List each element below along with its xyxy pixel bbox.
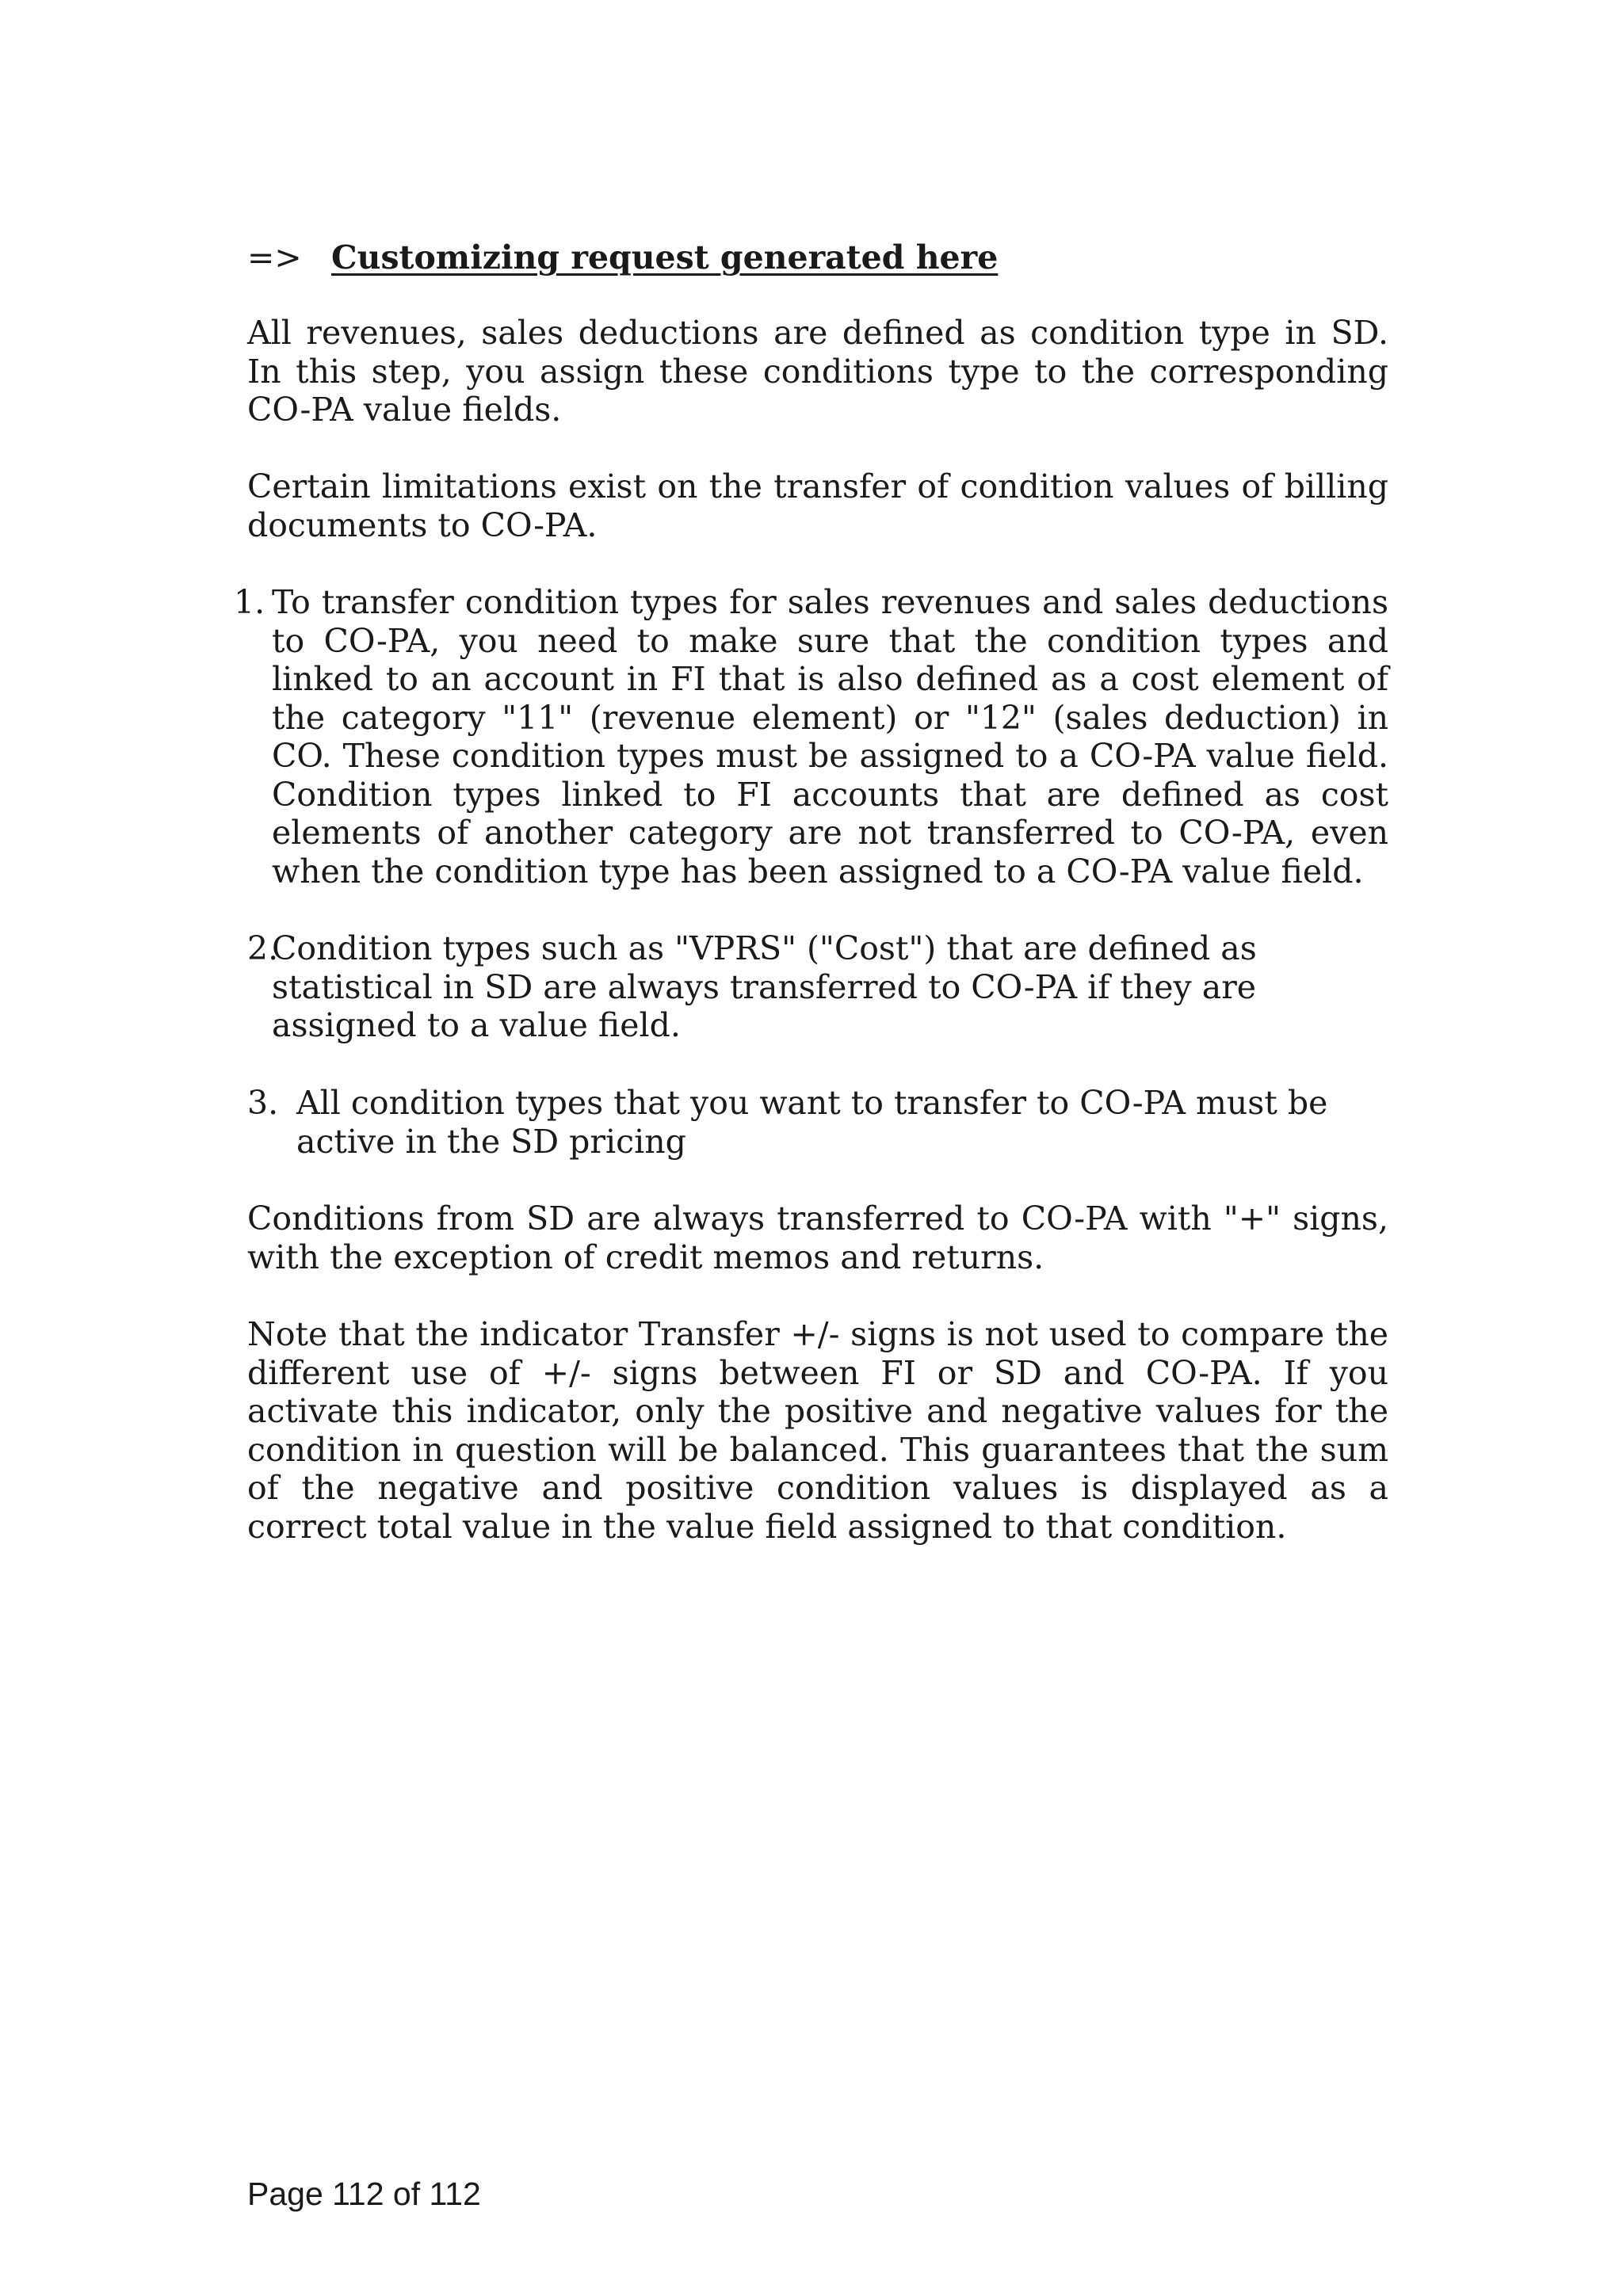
arrow-marker: => — [247, 238, 302, 277]
list-item-text: To transfer condition types for sales revenues and sales deductions to CO-PA, you need to make sure that the condition types and linked to an account in FI that is also defined as a cost element of the category "11" (revenue element) or "12" (sales deduction) in CO. These condition types must be assigned to a CO-PA value field. Condition types linked to FI accounts that are defined as cost elements of another category are not transferred to CO-PA, even when the condition type has been assigned to a CO-PA value field. — [272, 583, 1388, 891]
list-item-text: All condition types that you want to transfer to CO-PA must be active in the SD pricing — [296, 1084, 1328, 1161]
list-item-number: 3. — [247, 1084, 279, 1122]
list-item-number: 2. — [247, 929, 279, 967]
list-item-text: Condition types such as "VPRS" ("Cost") that are defined as statistical in SD are always transferred to CO-PA if they are assigned to a value field. — [272, 929, 1257, 1044]
section-heading — [247, 234, 1388, 281]
paragraph-limitations: Certain limitations exist on the transfer of condition values of billing documents to CO-PA. — [247, 467, 1388, 544]
list-item-number: 1. — [234, 583, 265, 621]
list-item — [247, 929, 1277, 1045]
list-item — [247, 1084, 1349, 1161]
paragraph-transfer-note: Note that the indicator Transfer +/- signs is not used to compare the different use of +/- signs between FI or SD and CO-PA. If you activate this indicator, only the positive and negative values for the condition in question will be balanced. This guarantees that the sum of the negative and positive condition values is displayed as a correct total value in the value field assigned to that condition. — [247, 1315, 1388, 1546]
paragraph-intro: All revenues, sales deductions are defined as condition type in SD. In this step, you assign these conditions type to the corresponding CO-PA value fields. — [247, 314, 1388, 429]
list-item — [234, 583, 1388, 891]
paragraph-conditions-signs: Conditions from SD are always transferred to CO-PA with "+" signs, with the exception of credit memos and returns. — [247, 1199, 1388, 1276]
heading-title: Customizing request generated here — [331, 238, 999, 277]
page-number: Page 112 of 112 — [247, 2176, 481, 2212]
